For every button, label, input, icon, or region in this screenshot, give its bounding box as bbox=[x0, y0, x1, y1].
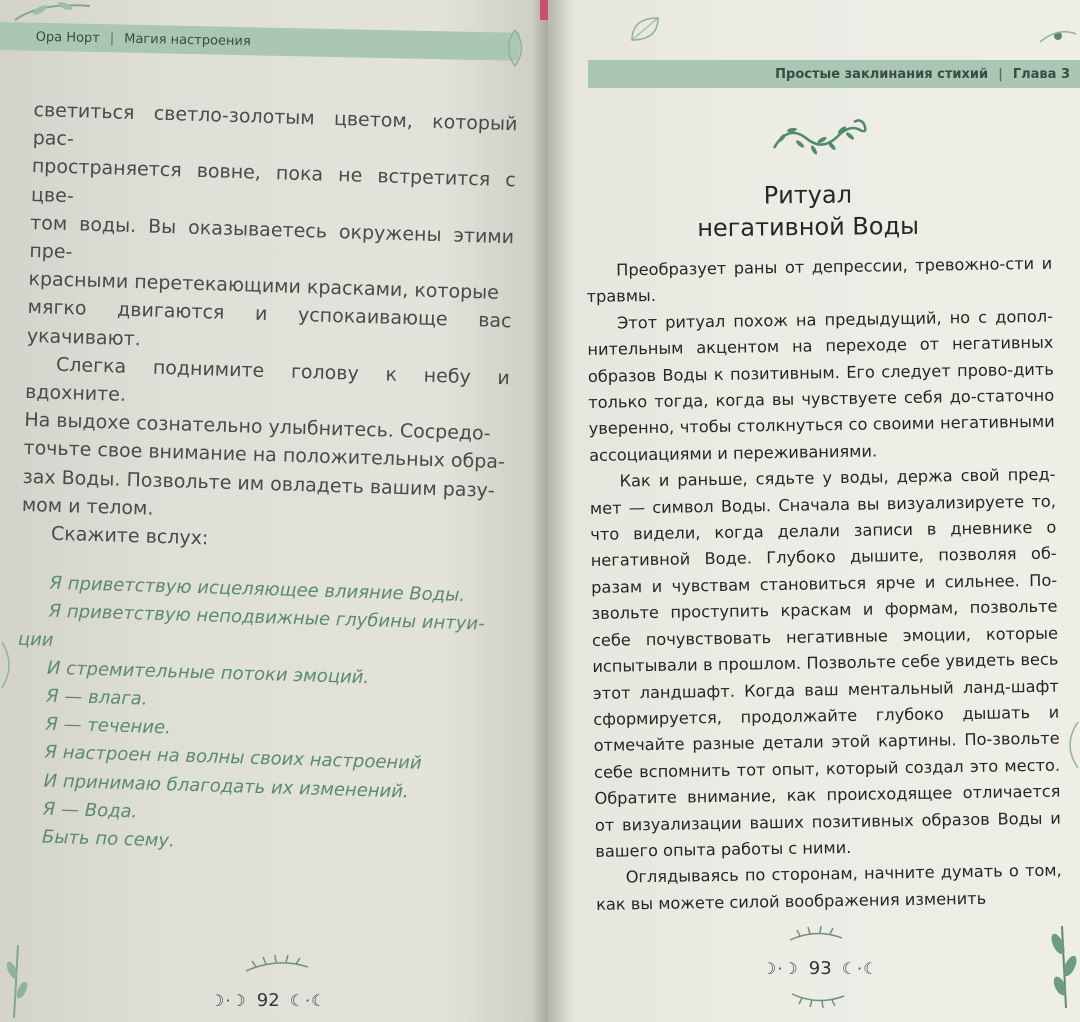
right-body-text bbox=[586, 251, 1062, 918]
leaf-sprig-icon bbox=[0, 940, 30, 1020]
left-body-text bbox=[12, 96, 518, 865]
affirmation-line: И принимаю благодать их изменений. bbox=[43, 770, 409, 803]
page-number: 93 bbox=[808, 958, 832, 979]
affirmation-line: Я — влага. bbox=[45, 685, 148, 710]
affirmation-line: Я приветствую неподвижные глубины интуи- bbox=[48, 601, 485, 636]
affirmation-line: ции bbox=[17, 628, 54, 651]
affirmation-line: Я — Вода. bbox=[42, 798, 138, 823]
moon-icon: ☾·☾ bbox=[289, 991, 327, 1010]
page-number: 92 bbox=[256, 990, 280, 1011]
right-running-header bbox=[588, 60, 1080, 88]
text-line: Слегка поднимите голову к небу и вдохните. bbox=[24, 353, 511, 406]
title-line: Ритуал bbox=[763, 180, 853, 210]
moon-icon: ☽·☽ bbox=[762, 959, 799, 978]
moon-icon: ☾·☾ bbox=[841, 959, 879, 978]
affirmation-line: Я настроен на волны своих настроений bbox=[44, 742, 422, 775]
text-line: Скажите вслух: bbox=[50, 522, 209, 550]
right-page bbox=[548, 0, 1080, 1022]
leaf-sprig-icon bbox=[500, 28, 530, 68]
header-book-title: Магия настроения bbox=[124, 31, 251, 49]
header-separator: | bbox=[998, 66, 1003, 82]
paragraph: Этот ритуал похож на предыдущий, но с допол-нительным акцентом на переходе от негативных образов Воды к позитивным. Его следует прово-дить только тогда, когда вы чувствуете себя до-статочно уверенно, чтобы столкнуться со своими негативными ассоциациями и переживаниями. bbox=[587, 306, 1055, 465]
laurel-ornament-icon bbox=[786, 926, 846, 946]
paragraph: Преобразует раны от депрессии, тревожно-сти и травмы. bbox=[586, 253, 1053, 307]
text-line: мягко двигаются и успокаивающе вас укачивают. bbox=[26, 296, 512, 350]
laurel-ornament-icon bbox=[242, 955, 312, 977]
paragraph: Оглядываясь по сторонам, начните думать о том, как вы можете силой воображения изменить bbox=[596, 860, 1062, 914]
affirmation-line: Быть по сему. bbox=[41, 826, 176, 852]
affirmation-line: Я — течение. bbox=[45, 713, 172, 739]
laurel-ornament-icon bbox=[788, 988, 848, 1008]
right-page-number bbox=[762, 958, 878, 979]
text-line: красными перетекающими красками, которые bbox=[28, 268, 500, 305]
vine-ornament-icon bbox=[770, 116, 874, 162]
left-page-number bbox=[210, 990, 326, 1011]
paragraph: Как и раньше, сядьте у воды, держа свой пред-мет — символ Воды. Сначала вы визуализируете то, что видели, когда делали записи в дневнике о негативной Воде. Глубоко дышите, позволяя об-разам и чувствам становиться ярче и сильнее. По-звольте проступить краскам и формам, позвольте себе почувствовать негативные эмоции, которые испытывали в прошлом. Позвольте себе увидеть весь этот ландшафт. Когда ваш ментальный ланд-шафт сформируется, продолжайте глубоко дышать и отмечайте разные детали этой картины. По-звольте себе вспомнить тот опыт, который создал это место. Обратите внимание, как происходящее отличается от визуализации ваших позитивных образов Воды и вашего опыта работы с ними. bbox=[589, 464, 1061, 861]
leaf-sprig-icon bbox=[1048, 920, 1080, 1010]
leaf-sprig-icon bbox=[628, 14, 662, 44]
section-title bbox=[568, 177, 1049, 246]
text-line: пространяется вовне, пока не встретится с цве- bbox=[30, 155, 517, 207]
book-spine bbox=[540, 0, 548, 20]
leaf-sprig-icon bbox=[0, 640, 16, 690]
text-line: точьте свое внимание на положительных обра- bbox=[23, 437, 506, 474]
header-chapter-title: Простые заклинания стихий bbox=[775, 66, 989, 82]
leaf-sprig-icon bbox=[1038, 22, 1078, 52]
text-line: том воды. Вы оказываетесь окружены этими пре- bbox=[29, 211, 515, 264]
text-line: мом и телом. bbox=[21, 493, 154, 520]
affirmation-line: Я приветствую исцеляющее влияние Воды. bbox=[49, 572, 466, 607]
moon-icon: ☽·☽ bbox=[210, 991, 247, 1010]
text-line: светиться светло-золотым цветом, который рас- bbox=[32, 98, 518, 151]
header-chapter: Глава 3 bbox=[1012, 66, 1070, 82]
leaf-sprig-icon bbox=[1060, 720, 1080, 770]
left-running-header bbox=[0, 22, 520, 61]
title-line: негативной Воды bbox=[697, 211, 920, 243]
header-separator: | bbox=[109, 30, 115, 46]
text-line: На выдохе сознательно улыбнитесь. Сосредо- bbox=[24, 409, 491, 445]
text-line: зах Воды. Позвольте им овладеть вашим разу- bbox=[22, 465, 496, 502]
header-author: Ора Норт bbox=[35, 29, 100, 46]
leaf-sprig-icon bbox=[10, 0, 100, 24]
affirmation-line: И стремительные потоки эмоций. bbox=[46, 657, 370, 689]
